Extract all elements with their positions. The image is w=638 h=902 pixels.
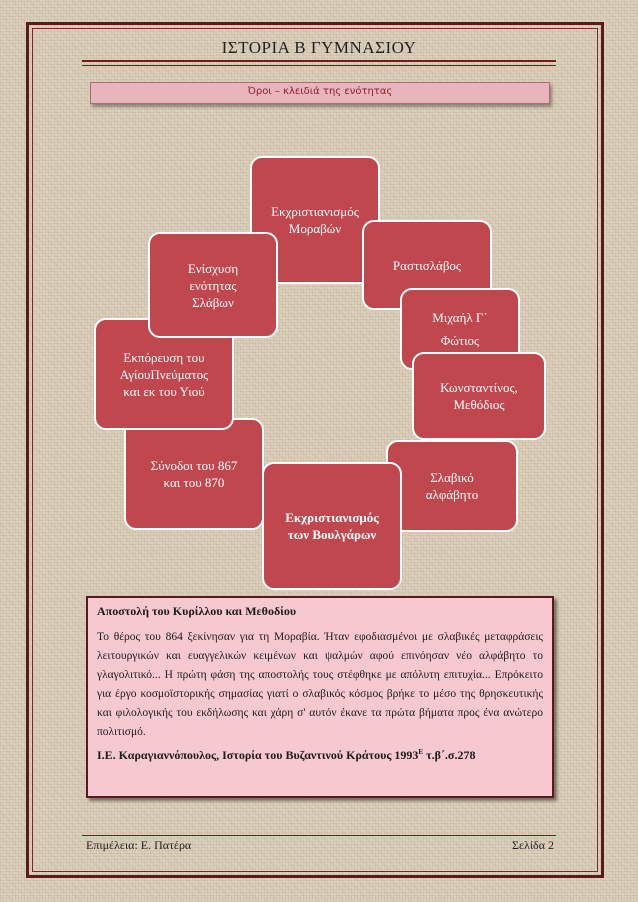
quote-body: Το θέρος του 864 ξεκίνησαν για τη Μοραβία. Ήταν εφοδιασμένοι με σλαβικές μεταφράσεις λειτουργικών και ευαγγελικών κειμένων και ψαλμών αφού επινόησαν νέο αλφάβητο το γλαγολιτικό... Η πρώτη φάση της αποστολής τους στέφθηκε με απόλυτη επιτυχία... Επρόκειτο για έργο κοσμοϊστορικής σημασίας γιατί ο σλαβικός κόσμος βρήκε το μέσο της θρησκευτικής και φιλολογικής του εκδήλωσης και χάρη σ' αυτόν έκανε τα πρώτα βήματα προς ένα ανώτερο πολιτισμό. bbox=[97, 631, 543, 738]
node-christianization-moravians: Εκχριστιανισμός Μοραβών bbox=[250, 156, 380, 284]
node-michael-photios: Μιχαήλ Γ΄ Φώτιος bbox=[400, 288, 520, 370]
header-rule-thin bbox=[82, 65, 556, 66]
node-filioque: Εκπόρευση του ΑγίουΠνεύματος και εκ του Υιού bbox=[94, 318, 234, 430]
node-christianization-bulgarians: Εκχριστιανισμός των Βουλγάρων bbox=[262, 462, 402, 590]
node-synods-867-870: Σύνοδοι του 867 και του 870 bbox=[124, 418, 264, 530]
node-slavic-alphabet: Σλαβικό αλφάβητο bbox=[386, 440, 518, 532]
footer-editor: Επιμέλεια: Ε. Πατέρα bbox=[86, 838, 192, 852]
key-terms-label: Όροι – κλειδιά της ενότητας bbox=[247, 86, 393, 97]
footer-rule bbox=[82, 835, 556, 836]
node-constantine-methodius: Κωνσταντίνος, Μεθόδιος bbox=[412, 352, 546, 440]
source-quote-box bbox=[86, 596, 554, 798]
header-rule bbox=[82, 60, 556, 62]
page-header-title: ΙΣΤΟΡΙΑ Β ΓΥΜΝΑΣΙΟΥ bbox=[221, 38, 417, 57]
node-rastislav: Ραστισλάβος bbox=[362, 220, 492, 310]
key-terms-banner bbox=[90, 82, 550, 104]
quote-title: Αποστολή του Κυρίλλου και Μεθοδίου bbox=[97, 604, 297, 618]
node-slavic-unity: Ενίσχυση ενότητας Σλάβων bbox=[148, 232, 278, 338]
footer-page-number: Σελίδα 2 bbox=[511, 838, 554, 852]
quote-citation: Ι.Ε. Καραγιαννόπουλος, Ιστορία του Βυζαντινού Κράτους $1993^E$ τ.β΄.σ.278 bbox=[97, 748, 476, 762]
